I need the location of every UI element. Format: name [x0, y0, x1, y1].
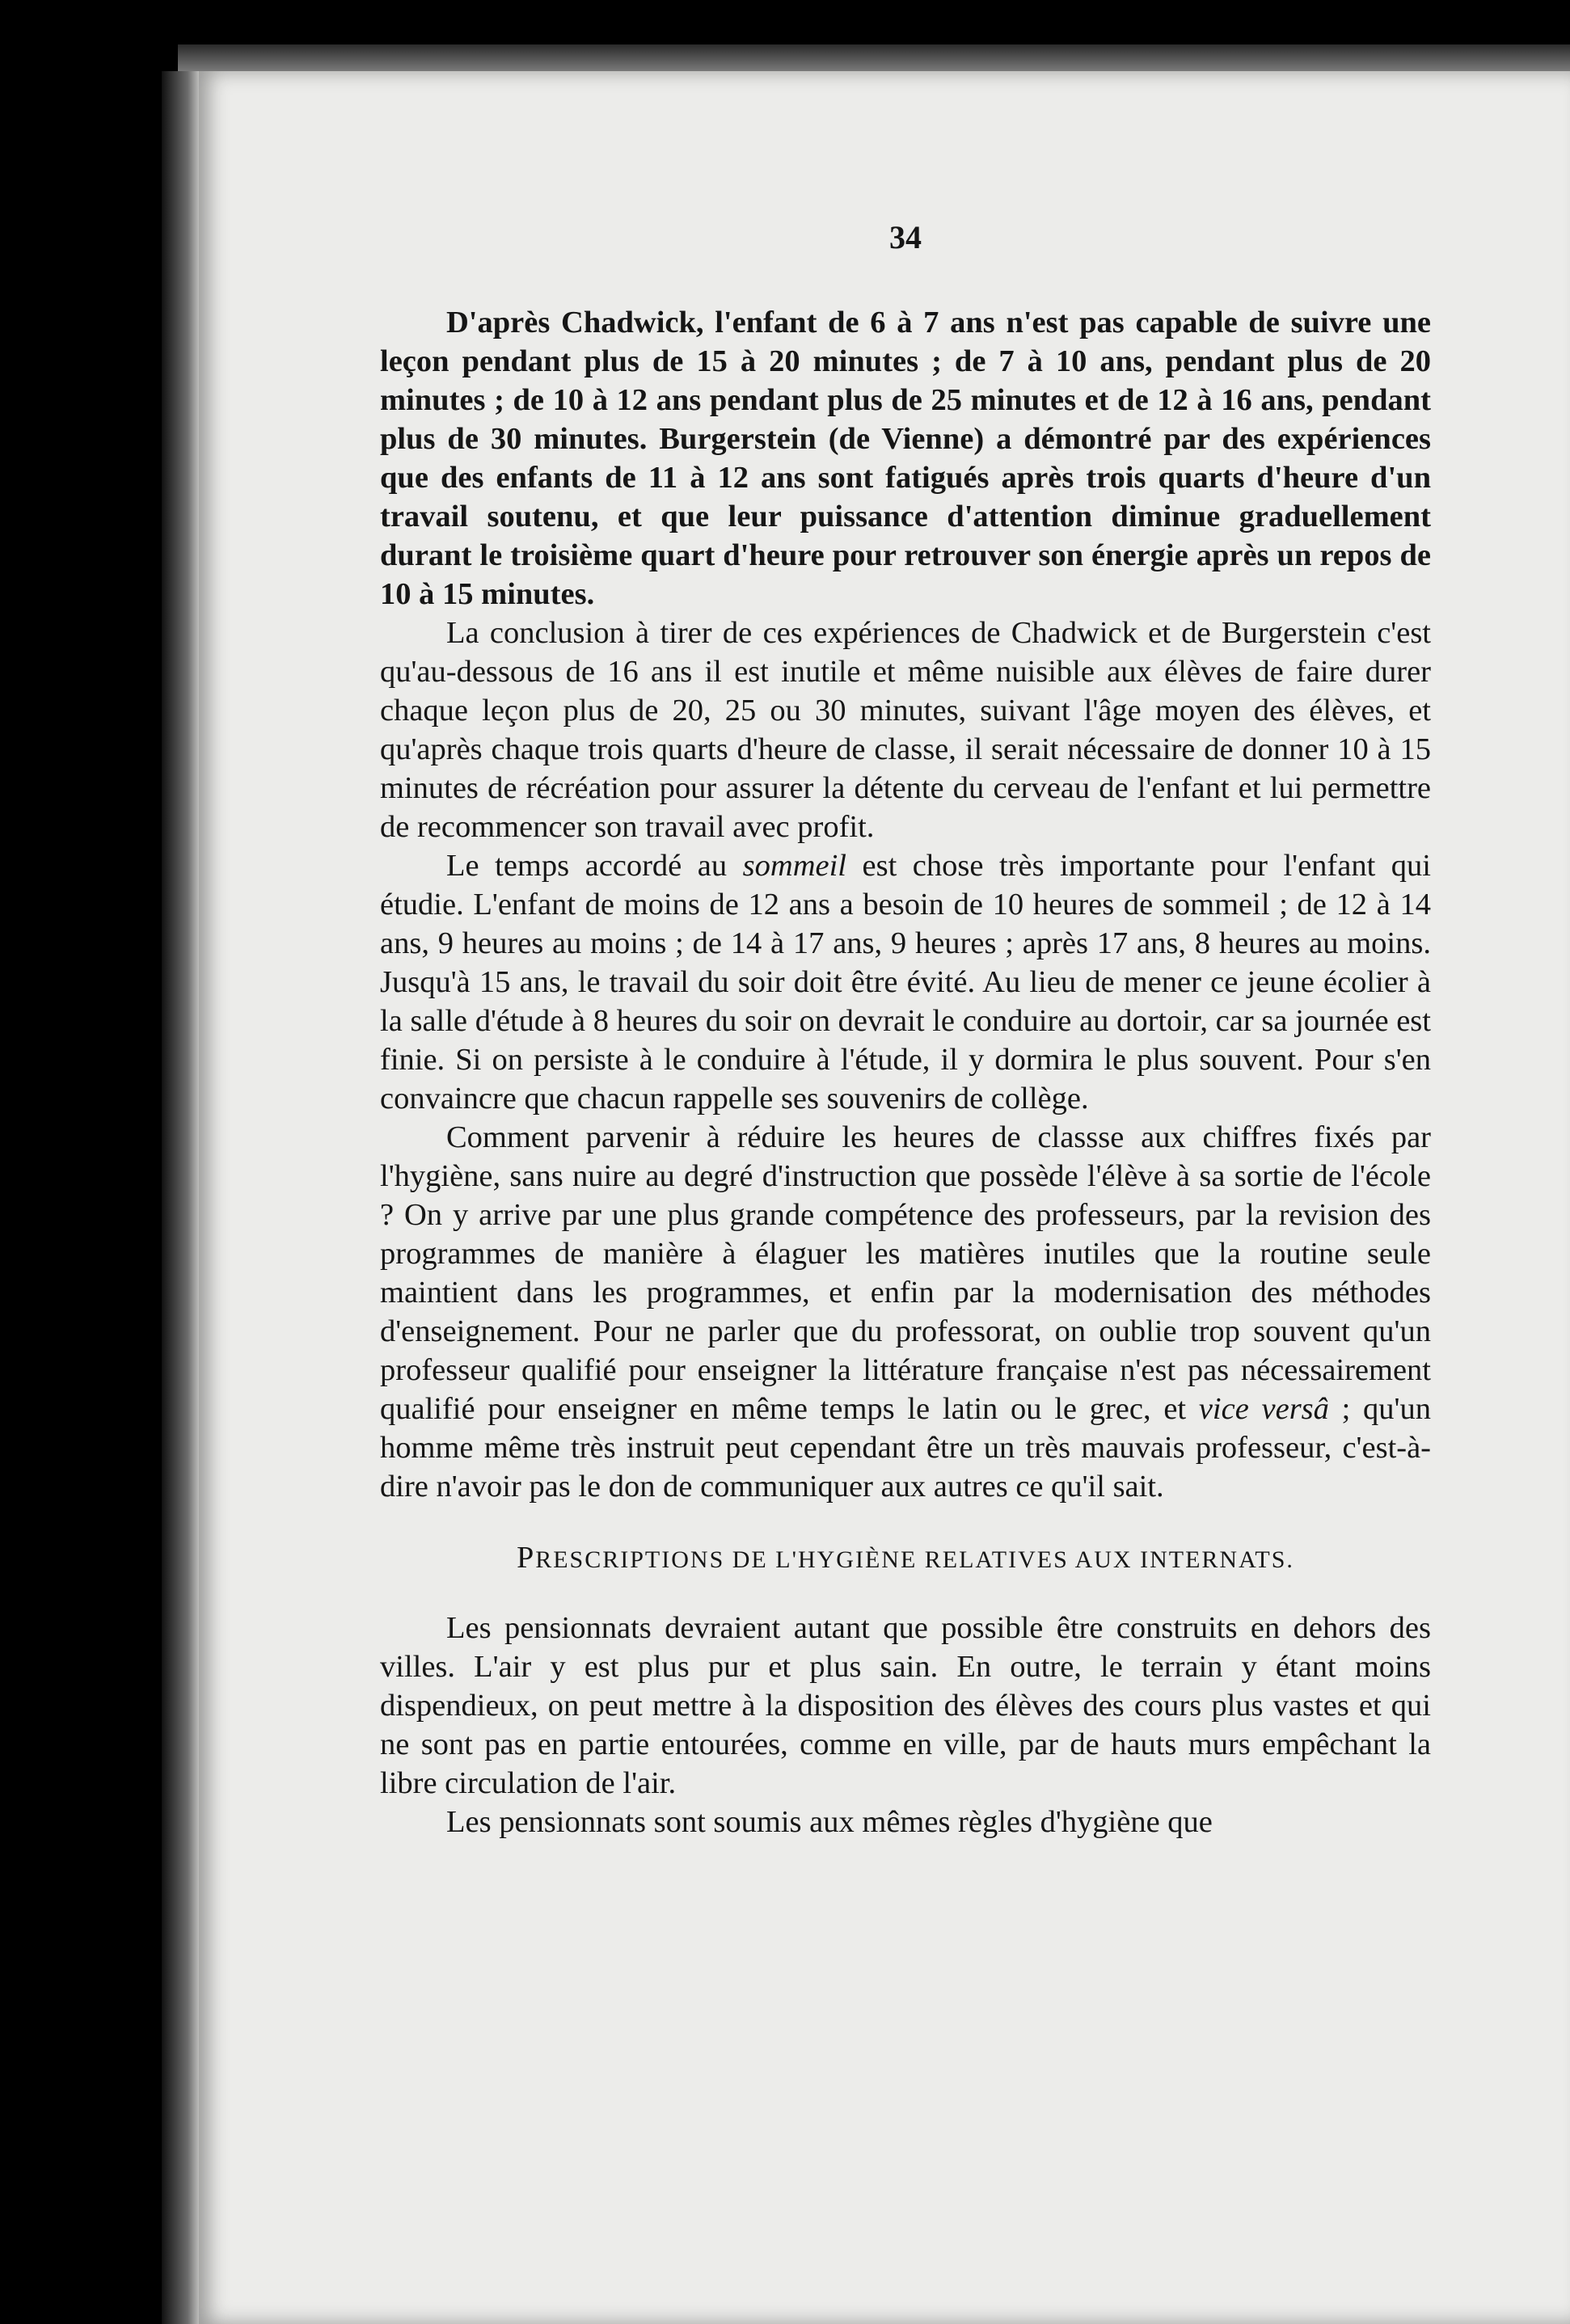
paragraph-professeurs	[380, 1118, 1431, 1506]
paragraph-sommeil-end: est chose très importante pour l'enfant qui étudie. L'enfant de moins de 12 ans a besoin de 10 heures de sommeil ; de 12 à 14 ans, 9 heures au moins ; de 14 à 17 ans, 9 heures ; après 17 ans, 8 heures au moins. Jusqu'à 15 ans, le travail du soir doit être évité. Au lieu de mener ce jeune écolier à la salle d'étude à 8 heures du soir on devrait le conduire au dortoir, car sa journée est finie. Si on persiste à le conduire à l'étude, il y dormira le plus souvent. Pour s'en convaincre que chacun rappelle ses souvenirs de collège.	[380, 849, 1431, 1116]
page-number: 34	[889, 219, 922, 255]
binding-shadow	[162, 71, 199, 2324]
section-heading-initial: P	[517, 1541, 536, 1575]
paragraph-pensionnats: Les pensionnats devraient autant que possible être construits en dehors des villes. L'air y est plus pur et plus sain. En outre, le terrain y étant moins dispendieux, on peut mettre à la disposition des élèves des cours plus vastes et qui ne sont pas en partie entourées, comme en ville, par de hauts murs empêchant la libre circulation de l'air.	[380, 1611, 1431, 1800]
paragraph-professeurs-start: Comment parvenir à réduire les heures de classse aux chiffres fixés par l'hygiène, sans nuire au degré d'instruction que possède l'élève à sa sortie de l'école ? On y arrive par une plus grande compétence des professeurs, par la revision des programmes de manière à élaguer les matières inutiles que la routine seule maintient dans les programmes, et enfin par la modernisation des méthodes d'enseignement. Pour ne parler que du professorat, on oublie trop souvent qu'un professeur qualifié pour enseigner la littérature française n'est pas nécessairement qualifié pour enseigner en même temps le latin ou le grec, et	[380, 1120, 1431, 1426]
section-heading-rest: RESCRIPTIONS DE L'HYGIÈNE RELATIVES AUX INTERNATS.	[535, 1546, 1294, 1573]
paragraph-professeurs-end: ; qu'un homme même très instruit peut cependant être un très mauvais professeur, c'est-à-dire n'avoir pas le don de communiquer aux autres ce qu'il sait.	[380, 1392, 1431, 1504]
page-text	[380, 218, 1431, 1841]
section-heading	[380, 1542, 1431, 1576]
paragraph-chadwick: D'après Chadwick, l'enfant de 6 à 7 ans n'est pas capable de suivre une leçon pendant plus de 15 à 20 minutes ; de 7 à 10 ans, pendant plus de 20 minutes ; de 10 à 12 ans pendant plus de 25 minutes et de 12 à 16 ans, pendant plus de 30 minutes. Burgerstein (de Vienne) a démontré par des expériences que des enfants de 11 à 12 ans sont fatigués après trois quarts d'heure d'un travail soutenu, et que leur puissance d'attention diminue graduellement durant le troisième quart d'heure pour retrouver son énergie après un repos de 10 à 15 minutes.	[380, 306, 1431, 611]
paragraph-regles-hygiene: Les pensionnats sont soumis aux mêmes règles d'hygiène que	[446, 1805, 1213, 1839]
italic-vice-versa: vice versâ	[1198, 1392, 1329, 1426]
paragraph-sommeil-start: Le temps accordé au	[446, 849, 743, 883]
italic-sommeil: sommeil	[742, 849, 846, 883]
paragraph-conclusion: La conclusion à tirer de ces expériences de Chadwick et de Burgerstein c'est qu'au-dessous de 16 ans il est inutile et même nuisible aux élèves de faire durer chaque leçon plus de 20, 25 ou 30 minutes, suivant l'âge moyen des élèves, et qu'après chaque trois quarts d'heure de classe, il serait nécessaire de donner 10 à 15 minutes de récréation pour assurer la détente du cerveau de l'enfant et lui permettre de recommencer son travail avec profit.	[380, 616, 1431, 844]
paragraph-sommeil	[380, 846, 1431, 1118]
